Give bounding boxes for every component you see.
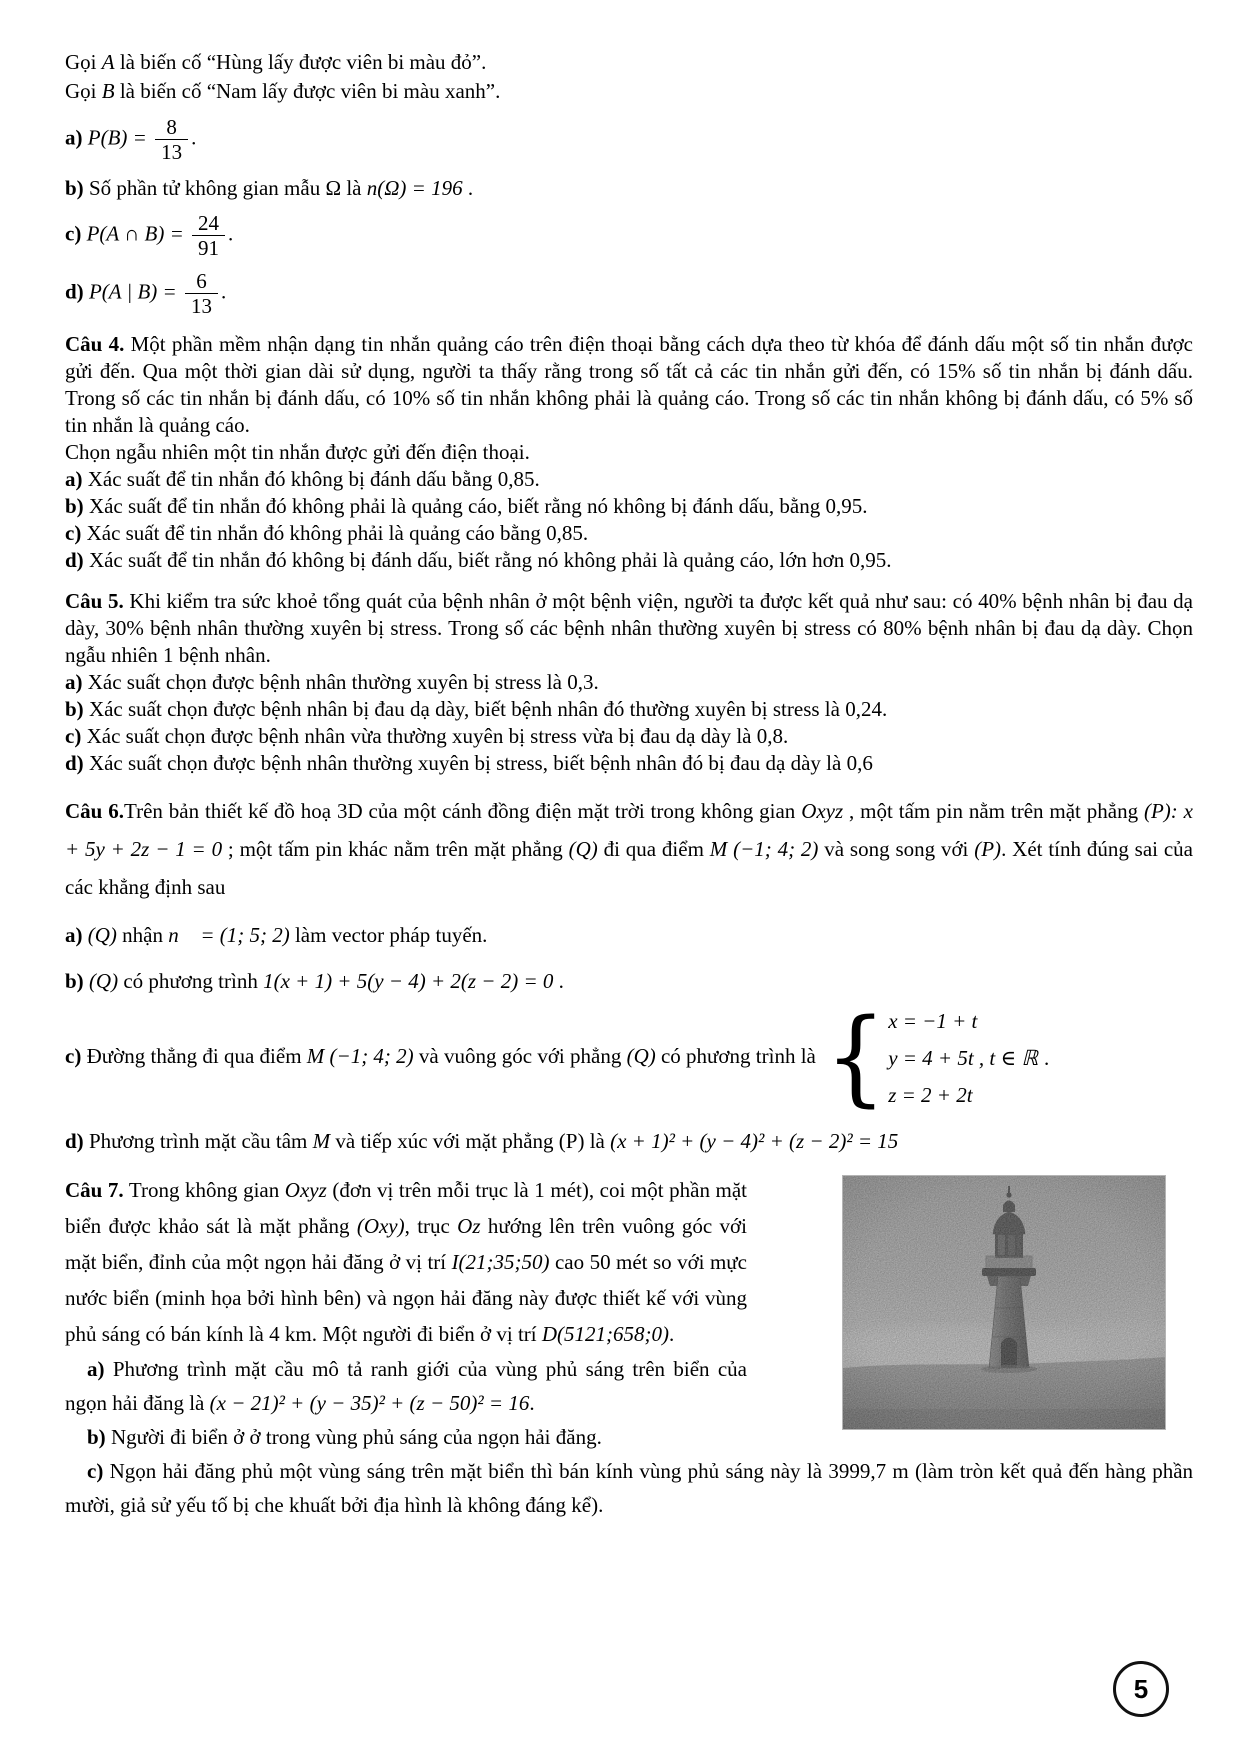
system-equation-y: y = 4 + 5t , t ∈ ℝ	[888, 1046, 1038, 1070]
period: .	[529, 1391, 535, 1415]
statement-c	[65, 723, 1193, 750]
statement-text: Xác suất để tin nhắn đó không phải là quảng cáo bằng 0,85.	[81, 521, 589, 545]
axis-oz-symbol: Oz	[457, 1214, 481, 1238]
statement-d	[65, 547, 1193, 574]
question-text: cao 50 mét so với mực nước biển (minh họa bởi hình bên) và ngọn hải đăng này được thiết kế với vùng phủ sáng có bán kính là 4 km. Một người đi biển ở vị trí	[65, 1250, 748, 1346]
question-4-note	[65, 439, 1193, 466]
sphere-equation: (x − 21)² + (y − 35)² + (z − 50)² = 16	[209, 1391, 530, 1415]
fraction-denominator: 91	[192, 235, 225, 260]
statement-text: Xác suất để tin nhắn đó không bị đánh dấu bằng 0,85.	[82, 467, 540, 491]
statement-label: a)	[87, 1357, 105, 1381]
statement-text: Xác suất chọn được bệnh nhân bị đau dạ dày, biết bệnh nhân đó thường xuyên bị stress là 0,24.	[83, 697, 888, 721]
question-7	[65, 1172, 1193, 1522]
statement-c	[65, 211, 1193, 260]
sample-space-expression: n(Ω) = 196	[366, 176, 463, 200]
radius-value: 3999,7 m	[828, 1459, 909, 1483]
statement-c	[65, 520, 1193, 547]
event-b-symbol: B	[101, 79, 115, 103]
statement-c	[65, 1454, 1193, 1522]
omega-symbol: Ω	[325, 176, 342, 200]
question-text: hướng lên trên vuông góc với mặt biển, đỉnh của một ngọn hải đăng ở vị trí	[65, 1214, 747, 1274]
intro-text: Gọi	[65, 79, 102, 103]
question-4	[65, 331, 1193, 574]
statement-text: có phương trình	[118, 969, 264, 993]
point-m-coordinates: M (−1; 4; 2)	[306, 1043, 414, 1068]
statement-label: b)	[65, 697, 84, 721]
page-number-badge	[1113, 1661, 1169, 1717]
statement-label: b)	[65, 494, 84, 518]
question-text: Khi kiểm tra sức khoẻ tổng quát của bệnh nhân ở một bệnh viện, người ta được kết quả như sau: có 40% bệnh nhân bị đau dạ dày, 30% bệnh nhân thường xuyên bị stress. Trong số các bệnh nhân thường xuyên bị stress có 80% bệnh nhân bị đau dạ dày. Chọn ngẫu nhiên 1 bệnh nhân.	[65, 589, 1193, 667]
statement-text: nhận	[116, 923, 169, 947]
intro-text: là biến cố “Hùng lấy được viên bi màu đỏ”.	[114, 50, 487, 74]
statement-text: Phương trình mặt cầu tâm	[83, 1129, 313, 1153]
statement-text: Xác suất chọn được bệnh nhân thường xuyên bị stress, biết bệnh nhân đó bị đau dạ dày là 0,6	[83, 751, 873, 775]
intro-text: là biến cố “Nam lấy được viên bi màu xanh”.	[114, 79, 501, 103]
statement-text: Xác suất chọn được bệnh nhân thường xuyên bị stress là 0,3.	[82, 670, 599, 694]
statement-text: Đường thẳng đi qua điểm	[81, 1043, 307, 1068]
statement-label: c)	[65, 221, 82, 246]
statement-label: a)	[65, 923, 83, 947]
plane-q-symbol: (Q)	[82, 923, 117, 947]
question-label: Câu 7.	[65, 1178, 124, 1202]
fraction-numerator: 24	[198, 211, 220, 235]
statement-label: b)	[87, 1425, 106, 1449]
question-text: Trên bản thiết kế đồ hoạ 3D của một cánh đồng điện mặt trời trong không gian	[123, 799, 802, 823]
statement-a	[65, 669, 1193, 696]
system-equation-z: z = 2 + 2t	[888, 1083, 973, 1107]
statement-label: a)	[65, 125, 83, 150]
period: .	[669, 1322, 675, 1346]
fraction-numerator: 6	[196, 269, 207, 293]
plane-oxy-symbol: (Oxy)	[356, 1214, 405, 1238]
statement-text: Số phần tử không gian mẫu	[83, 176, 326, 200]
point-m-coordinates: M (−1; 4; 2)	[709, 837, 819, 861]
statement-text: Xác suất để tin nhắn đó không bị đánh dấu, biết rằng nó không phải là quảng cáo, lớn hơn 0,95.	[83, 548, 892, 572]
fraction-numerator: 8	[166, 115, 177, 139]
statement-label: d)	[65, 279, 84, 304]
plane-q-symbol: (Q)	[626, 1043, 656, 1068]
statement-text: và vuông góc với phẳng	[413, 1043, 627, 1068]
point-d-coordinates: D(5121;658;0)	[541, 1322, 670, 1346]
question-5-body	[65, 588, 1193, 669]
statement-d	[65, 1126, 1193, 1156]
question-4-body	[65, 331, 1193, 439]
system-rows	[888, 1006, 1038, 1110]
probability-expression: P(A ∩ B) =	[86, 221, 190, 246]
question-text: Trong không gian	[123, 1178, 285, 1202]
statement-d	[65, 269, 1193, 318]
statement-label: a)	[65, 467, 83, 491]
point-m-symbol: M	[312, 1129, 331, 1153]
fraction-denominator: 13	[185, 293, 218, 318]
statement-c	[65, 996, 1193, 1118]
plane-q-symbol: (Q)	[83, 969, 119, 993]
statement-text: có phương trình là	[655, 1043, 822, 1068]
question-text: đi qua điểm	[597, 837, 710, 861]
question-6-body	[65, 792, 1193, 906]
question-text: ; một tấm pin khác nằm trên mặt phẳng	[222, 837, 569, 861]
statement-d	[65, 750, 1193, 777]
question-text: , một tấm pin nằm trên mặt phẳng	[843, 799, 1144, 823]
plane-equation: 1(x + 1) + 5(y − 4) + 2(z − 2) = 0	[263, 969, 554, 993]
question-text: và song song với	[818, 837, 975, 861]
statement-b	[65, 966, 1193, 996]
system-equation-x: x = −1 + t	[888, 1009, 978, 1033]
probability-expression: P(A | B) =	[88, 279, 182, 304]
normal-vector-expression: n⃗ = (1; 5; 2)	[168, 923, 290, 947]
question-label: Câu 5.	[65, 589, 124, 613]
intro-line-2	[65, 77, 1193, 106]
statement-text: Người đi biển ở ở trong vùng phủ sáng của ngọn hải đăng.	[105, 1425, 602, 1449]
statement-label: b)	[65, 176, 84, 200]
fraction	[155, 115, 188, 164]
period: .	[228, 221, 234, 246]
statement-text: Xác suất để tin nhắn đó không phải là quảng cáo, biết rằng nó không bị đánh dấu, bằng 0,95.	[83, 494, 868, 518]
fraction	[185, 269, 218, 318]
statement-label: d)	[65, 548, 84, 572]
period: .	[220, 279, 227, 304]
statement-label: d)	[65, 1129, 84, 1153]
period: .	[553, 969, 564, 993]
lighthouse-illustration	[843, 1176, 1165, 1429]
statement-b	[65, 174, 1193, 202]
page-content	[65, 48, 1193, 1522]
statement-text: Ngọn hải đăng phủ một vùng sáng trên mặt biển thì bán kính vùng phủ sáng này là	[103, 1459, 829, 1483]
question-text: (đơn vị trên mỗi trục là 1 mét), coi một phần mặt biển được khảo sát là mặt phẳng	[65, 1178, 747, 1238]
statement-b	[65, 696, 1193, 723]
math-oxyz: Oxyz	[801, 799, 844, 823]
statement-a	[65, 466, 1193, 493]
plane-p-symbol: (P)	[974, 837, 1002, 861]
statement-a	[65, 920, 1193, 950]
statement-label: a)	[65, 670, 83, 694]
fraction-denominator: 13	[155, 139, 188, 164]
statement-label: c)	[65, 724, 82, 748]
brace-icon: {	[825, 996, 887, 1118]
question-5	[65, 588, 1193, 777]
probability-expression: P(B) =	[87, 125, 153, 150]
statement-text: làm vector pháp tuyến.	[289, 923, 488, 947]
math-oxyz: Oxyz	[284, 1178, 327, 1202]
question-text: , trục	[404, 1214, 458, 1238]
fraction	[192, 211, 225, 260]
sphere-equation: (x + 1)² + (y − 4)² + (z − 2)² = 15	[610, 1129, 899, 1153]
statement-label: c)	[65, 1043, 82, 1068]
question-text: Một phần mềm nhận dạng tin nhắn quảng cáo trên điện thoại bằng cách dựa theo từ khóa để đánh dấu một số tin nhắn được gửi đến. Qua một thời gian dài sử dụng, người ta thấy rằng trong số tất cả các tin nhắn gửi đến, có 15% số tin nhắn bị đánh dấu. Trong số các tin nhắn bị đánh dấu, có 10% số tin nhắn không phải là quảng cáo. Trong số các tin nhắn không bị đánh dấu, có 5% số tin nhắn là quảng cáo.	[65, 332, 1193, 437]
statement-label: b)	[65, 969, 84, 993]
period: .	[1043, 1046, 1050, 1070]
question-text: . Xét tính đúng sai của các khẳng định sau	[65, 837, 1193, 899]
question-label: Câu 6.	[65, 799, 124, 823]
statement-label: c)	[65, 521, 82, 545]
statement-b	[65, 493, 1193, 520]
equation-system	[825, 996, 1038, 1118]
intro-line-1	[65, 48, 1193, 77]
page-number: 5	[1133, 1673, 1149, 1704]
statement-label: c)	[87, 1459, 104, 1483]
event-a-symbol: A	[101, 50, 115, 74]
statement-label: d)	[65, 751, 84, 775]
plane-q-symbol: (Q)	[568, 837, 598, 861]
statement-text: và tiếp xúc với mặt phẳng (P) là	[330, 1129, 611, 1153]
statement-text: Xác suất chọn được bệnh nhân vừa thường xuyên bị stress vừa bị đau dạ dày là 0,8.	[81, 724, 789, 748]
statement-text: (làm tròn kết quả đến hàng phần mười, giả sử yếu tố bị che khuất bởi địa hình là không đáng kể).	[65, 1459, 1194, 1517]
statement-a	[65, 115, 1193, 164]
intro-text: Gọi	[65, 50, 102, 74]
period: .	[191, 125, 197, 150]
point-i-coordinates: I(21;35;50)	[451, 1250, 550, 1274]
question-6	[65, 792, 1193, 1156]
question-label: Câu 4.	[65, 332, 125, 356]
question-text: Chọn ngẫu nhiên một tin nhắn được gửi đến điện thoại.	[65, 440, 530, 464]
statement-text: Phương trình mặt cầu mô tả ranh giới của vùng phủ sáng trên biển của ngọn hải đăng là	[65, 1357, 747, 1415]
statement-text: là	[341, 176, 367, 200]
lighthouse-photo	[843, 1176, 1165, 1429]
period: .	[462, 176, 474, 200]
plane-p-equation: (P): x + 5y + 2z − 1 = 0	[65, 799, 1193, 861]
